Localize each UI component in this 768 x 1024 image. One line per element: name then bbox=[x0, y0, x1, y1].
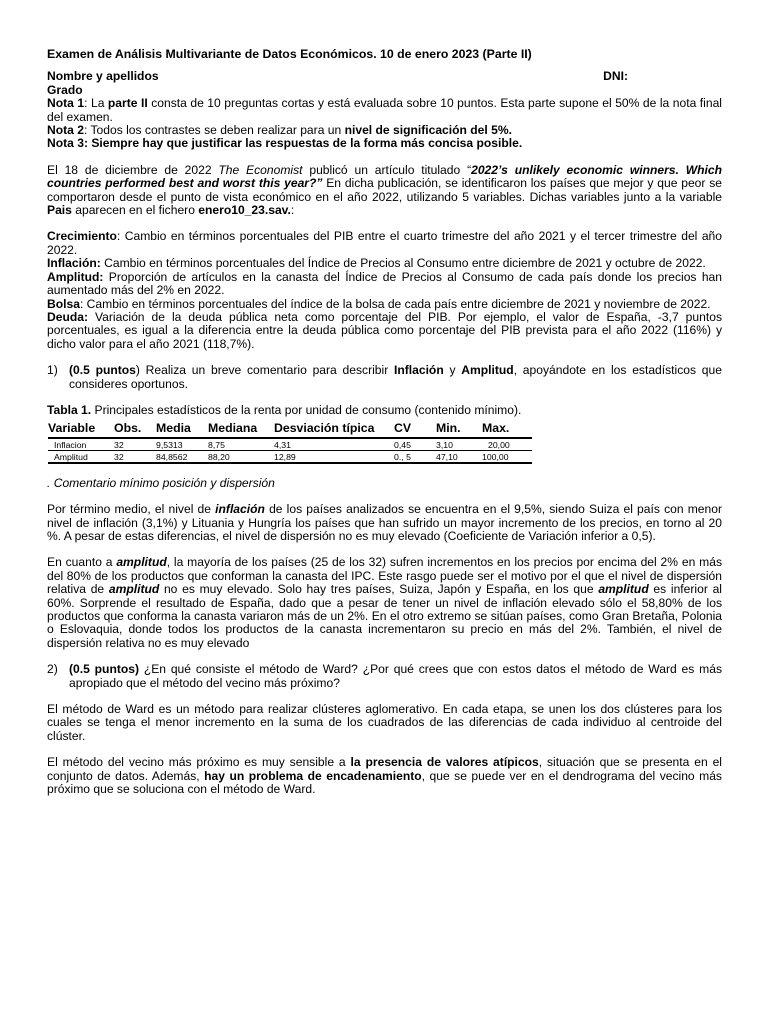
table-cell: 3,10 bbox=[436, 438, 482, 451]
question-2-number: 2) bbox=[47, 662, 58, 677]
variable-inflacion: Inflación: Cambio en términos porcentuales del Índice de Precios al Consumo entre diciembre de 2021 y octubre de 2022. bbox=[47, 256, 706, 271]
note-3: Nota 3: Siempre hay que justificar las respuestas de la forma más concisa posible. bbox=[47, 136, 523, 151]
question-1: 1) (0.5 puntos) Realiza un breve comentario para describir Inflación y Amplitud, apoyándote en los estadísticos que consideres oportunos. bbox=[47, 363, 722, 391]
table-header-cell: Desviación típica bbox=[274, 422, 394, 437]
note-2-label: Nota 2 bbox=[47, 123, 84, 138]
table-caption: Tabla 1. Principales estadísticos de la renta por unidad de consumo (contenido mínimo). bbox=[47, 402, 522, 417]
note-2: Nota 2: Todos los contrastes se deben realizar para un nivel de significación del 5%. bbox=[47, 123, 512, 138]
table-cell: 32 bbox=[114, 450, 156, 463]
table-cell: 0,45 bbox=[394, 438, 436, 451]
table-header-cell: Max. bbox=[482, 422, 532, 437]
table-header-cell: Obs. bbox=[114, 422, 156, 437]
table-header-cell: Mediana bbox=[208, 422, 274, 437]
variable-amplitud: Amplitud: Proporción de artículos en la canasta del Índice de Precios al Consumo de cada país donde los precios han aumentado más del 2% en 2022. bbox=[47, 269, 722, 298]
variable-definitions bbox=[47, 230, 722, 351]
table-cell: 88,20 bbox=[208, 450, 274, 463]
question-2: 2) (0.5 puntos) ¿En qué consiste el método de Ward? ¿Por qué crees que con estos datos el método de Ward es más apropiado que el método del vecino más próximo? bbox=[47, 662, 722, 690]
table-cell: 20,00 bbox=[482, 438, 532, 451]
table-header-cell: CV bbox=[394, 422, 436, 437]
table-cell: 0., 5 bbox=[394, 450, 436, 463]
note-1-label: Nota 1 bbox=[47, 96, 85, 111]
variable-crecimiento: Crecimiento: Cambio en términos porcentuales del PIB entre el cuarto trimestre del año 2021 y el tercer trimestre del año 2022. bbox=[47, 229, 722, 257]
variable-deuda: Deuda: Variación de la deuda pública neta como porcentaje del PIB. Por ejemplo, el valor de España, -3,7 puntos porcentuales, es igual a la diferencia entre la deuda pública como porcentaje del PIB prevista para el año 2022 (116%) y dicho valor para el año 2021 (118,7%). bbox=[47, 309, 722, 351]
table-header-row bbox=[48, 422, 532, 437]
table-cell: 47,10 bbox=[436, 450, 482, 463]
table-cell: Inflacion bbox=[48, 438, 114, 451]
name-dni-row bbox=[47, 70, 722, 83]
stats-table bbox=[48, 422, 532, 463]
exam-title: Examen de Análisis Multivariante de Datos Económicos. 10 de enero 2023 (Parte II) bbox=[47, 47, 532, 61]
paragraph-vecino: El método del vecino más próximo es muy sensible a la presencia de valores atípicos, situación que se presenta en el conjunto de datos. Además, hay un problema de encadenamiento, que se puede ver en el dendrograma del vecino más próximo que se soluciona con el método de Ward. bbox=[47, 755, 722, 797]
paragraph-inflacion: Por término medio, el nivel de inflación de los países analizados se encuentra en el 9,5%, siendo Suiza el país con menor nivel de inflación (3,1%) y Lituania y Hungría los países que han sufrido un mayor incremento de los precios, en torno al 20 %. A pesar de estas diferencias, el nivel de dispersión no es muy elevado (Coeficiente de Variación inferior a 0,5). bbox=[47, 502, 723, 543]
table-row bbox=[48, 450, 532, 463]
table-cell: 4,31 bbox=[274, 438, 394, 451]
comment-title: . Comentario mínimo posición y dispersión bbox=[47, 475, 275, 490]
table-header-cell: Media bbox=[156, 422, 208, 437]
name-label: Nombre y apellidos bbox=[47, 69, 159, 84]
table-cell: 8,75 bbox=[208, 438, 274, 451]
table-cell: 32 bbox=[114, 438, 156, 451]
note-1: Nota 1: La parte II consta de 10 preguntas cortas y está evaluada sobre 10 puntos. Esta parte supone el 50% de la nota final del examen. bbox=[47, 96, 722, 124]
dni-label: DNI: bbox=[603, 69, 628, 84]
table-header-cell: Variable bbox=[48, 422, 114, 437]
question-1-number: 1) bbox=[47, 363, 58, 378]
variable-bolsa: Bolsa: Cambio en términos porcentuales del índice de la bolsa de cada país entre diciembre de 2021 y noviembre de 2022. bbox=[47, 296, 711, 311]
intro-paragraph: El 18 de diciembre de 2022 The Economist publicó un artículo titulado “2022’s unlikely economic winners. Which countries performed best and worst this year?” En dicha publicación, se identificaron los países que mejor y que peor se comportaron desde el punto de vista económico en el año 2022, utilizando 5 variables. Dichas variables junto a la variable Pais aparecen en el fichero enero10_23.sav.: bbox=[47, 162, 723, 218]
table-cell: 9,5313 bbox=[156, 438, 208, 451]
grade-label: Grado bbox=[47, 82, 83, 97]
table-cell: 84,8562 bbox=[156, 450, 208, 463]
paragraph-amplitud: En cuanto a amplitud, la mayoría de los países (25 de los 32) sufren incrementos en los precios por encima del 2% en más del 80% de los productos que conforman la canasta del IPC. Este rasgo puede ser el motivo por el que el nivel de dispersión relativa de amplitud no es muy elevado. Solo hay tres países, Suiza, Japón y España, en los que amplitud es inferior al 60%. Sorprende el resultado de España, dado que a pesar de tener un nivel de inflación elevado sólo el 58,80% de los productos que conforma la canasta variaron más de un 2%. En el otro extremo se sitúan países, como Gran Bretaña, Polonia o Eslovaquia, donde todos los productos de la canasta incrementaron su precio en más del 2%. También, el nivel de dispersión relativa no es muy elevado bbox=[47, 555, 722, 650]
table-row bbox=[48, 438, 532, 451]
table-cell: 12,89 bbox=[274, 450, 394, 463]
table-cell: Amplitud bbox=[48, 450, 114, 463]
table-header-cell: Min. bbox=[436, 422, 482, 437]
exam-page bbox=[47, 48, 722, 796]
table-cell: 100,00 bbox=[482, 450, 532, 463]
paragraph-ward: El método de Ward es un método para realizar clústeres aglomerativo. En cada etapa, se unen los dos clústeres para los cuales se tenga el menor incremento en la suma de los cuadrados de las diferencias de cada individuo al centroide del clúster. bbox=[47, 702, 722, 743]
